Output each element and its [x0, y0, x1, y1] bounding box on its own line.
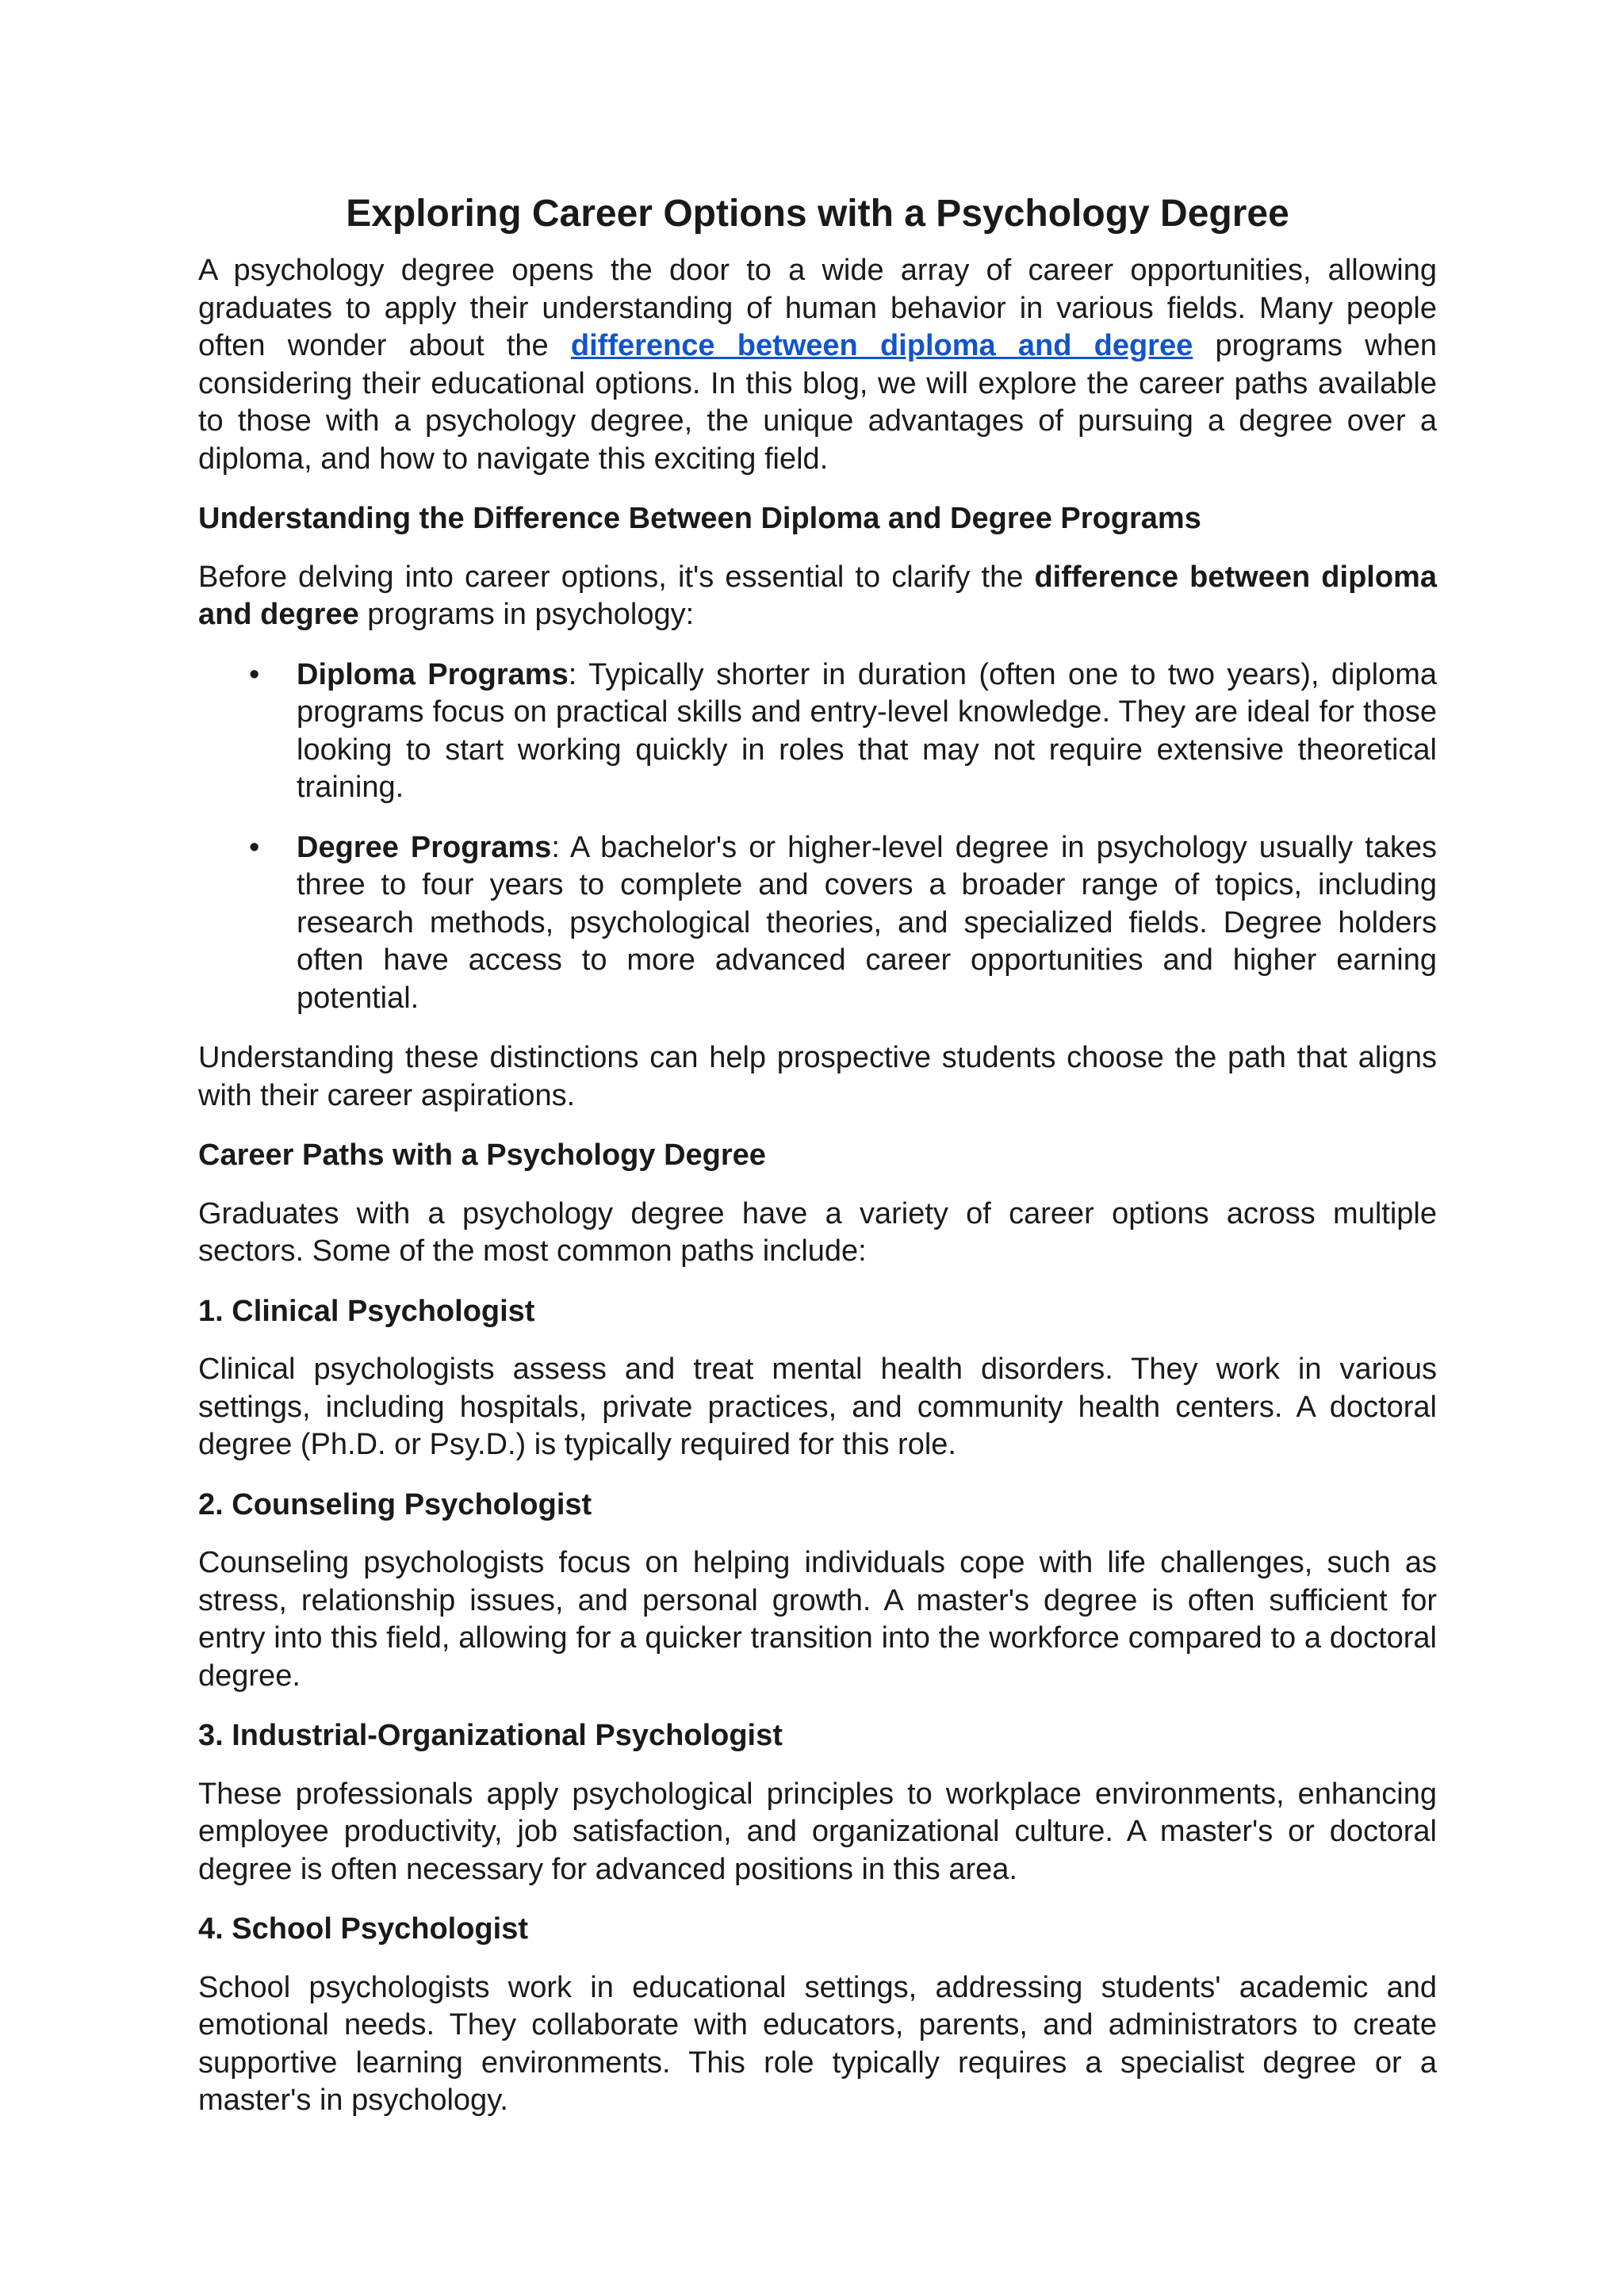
program-bullet-list — [198, 656, 1437, 1018]
career-text-clinical: Clinical psychologists assess and treat mental health disorders. They work in various settings, including hospitals, private practices, and community health centers. A doctoral degree (Ph.D. or Psy.D.) is typically required for this role. — [198, 1353, 1437, 1461]
bullet-marker: • — [249, 657, 260, 691]
section2-lead-paragraph: Graduates with a psychology degree have a variety of career options across multiple sectors. Some of the most common paths include: — [198, 1196, 1437, 1268]
section-heading-difference: Understanding the Difference Between Diploma and Degree Programs — [198, 502, 1201, 535]
bullet-marker: • — [249, 830, 260, 864]
bullet-text: : A bachelor's or higher-level degree in psychology usually takes three to four years to complete and covers a broader range of topics, including research methods, psychological theories, and specialized fields. Degree holders often have access to more advanced career opportunities and higher earning potential. — [297, 830, 1437, 1015]
career-heading-school: 4. School Psychologist — [198, 1912, 528, 1946]
career-heading-clinical: 1. Clinical Psychologist — [198, 1294, 535, 1328]
diploma-vs-degree-link[interactable]: difference between diploma and degree — [570, 329, 1193, 362]
intro-text-2: programs when considering their educational options. In this blog, we will explore the career paths available to those with a psychology degree, the unique advantages of pursuing a degree over a diploma, and how to navigate this exciting field. — [198, 329, 1437, 476]
page-title: Exploring Career Options with a Psychology Degree — [346, 193, 1289, 235]
bullet-diploma-programs — [198, 656, 1437, 807]
career-text-school: School psychologists work in educational settings, addressing students' academic and emotional needs. They collaborate with educators, parents, and administrators to create supportive learning environments. This role typically requires a specialist degree or a master's in psychology. — [198, 1970, 1437, 2117]
intro-text-1: A psychology degree opens the door to a wide array of career opportunities, allowing graduates to apply their understanding of human behavior in various fields. Many people often wonder about the — [198, 254, 1437, 362]
section-heading-career-paths: Career Paths with a Psychology Degree — [198, 1138, 766, 1172]
section1-closing-paragraph: Understanding these distinctions can help prospective students choose the path that aligns with their career aspirations. — [198, 1041, 1437, 1112]
bullet-text: : Typically shorter in duration (often one to two years), diploma programs focus on practical skills and entry-level knowledge. They are ideal for those looking to start working quickly in roles that may not require extensive theoretical training. — [297, 657, 1437, 804]
section1-lead-bold: difference between diploma and degree — [198, 560, 1437, 631]
bullet-degree-programs — [198, 829, 1437, 1018]
bullet-term: Diploma Programs — [297, 657, 569, 691]
career-heading-counseling: 2. Counseling Psychologist — [198, 1487, 592, 1521]
document-page — [198, 190, 1437, 2142]
section1-lead-text-1: Before delving into career options, it's essential to clarify the — [198, 560, 1035, 594]
section1-lead-text-2: programs in psychology: — [358, 598, 695, 631]
intro-paragraph — [198, 252, 1437, 478]
section1-lead-paragraph — [198, 559, 1437, 634]
career-text-industrial-organizational: These professionals apply psychological principles to workplace environments, enhancing employee productivity, job satisfaction, and organizational culture. A master's or doctoral degree is often necessary for advanced positions in this area. — [198, 1777, 1437, 1886]
career-text-counseling: Counseling psychologists focus on helping individuals cope with life challenges, such as stress, relationship issues, and personal growth. A master's degree is often sufficient for entry into this field, allowing for a quicker transition into the workforce compared to a doctoral degree. — [198, 1546, 1437, 1693]
career-heading-industrial-organizational: 3. Industrial-Organizational Psychologist — [198, 1719, 783, 1752]
bullet-term: Degree Programs — [297, 830, 552, 864]
